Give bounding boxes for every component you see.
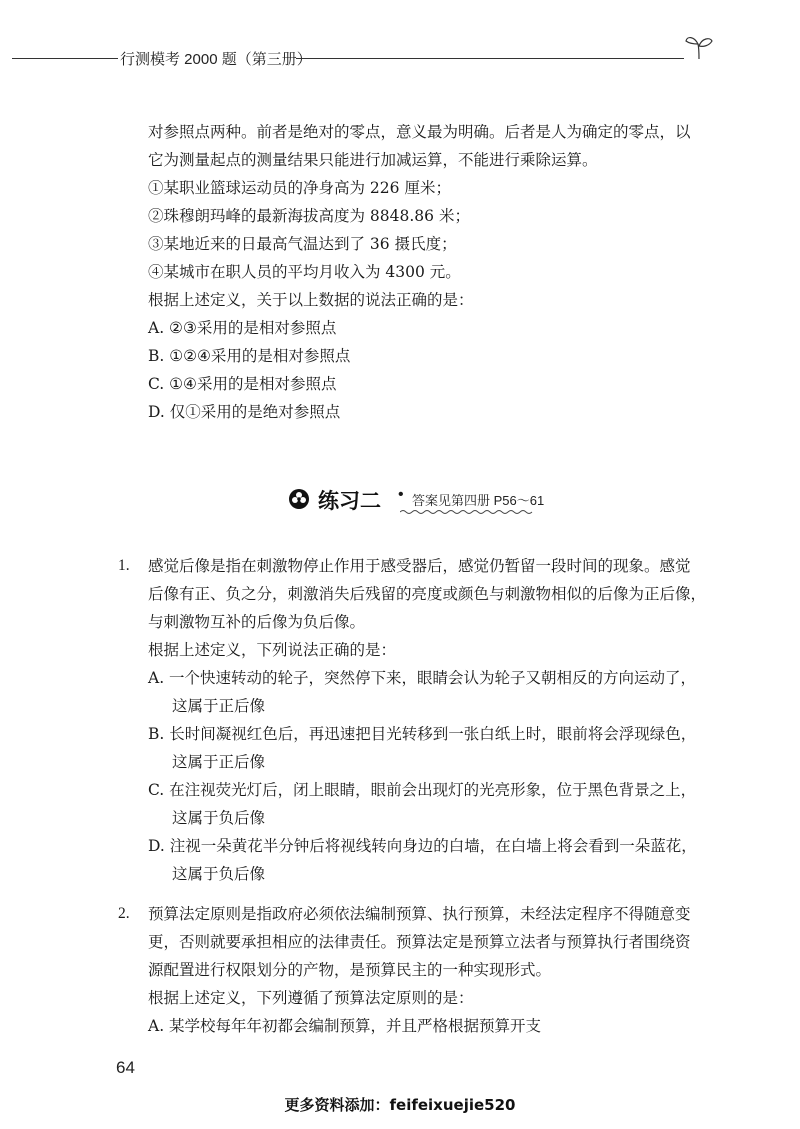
question-stem-line: 感觉后像是指在刺激物停止作用于感受器后，感觉仍暂留一段时间的现象。感觉: [148, 557, 691, 575]
question-body: [148, 900, 722, 1040]
flower-icon: [288, 488, 310, 510]
intro-option-b: B. ①②④采用的是相对参照点: [148, 347, 351, 365]
intro-question: 根据上述定义，关于以上数据的说法正确的是：: [148, 291, 474, 309]
header-rule-right: [296, 58, 684, 59]
exercise-title: 练习二: [318, 489, 381, 513]
question-stem-line: 预算法定原则是指政府必须依法编制预算、执行预算，未经法定程序不得随意变: [148, 905, 691, 923]
answer-reference: 答案见第四册 P56～61: [412, 493, 545, 508]
intro-option-c: C. ①④采用的是相对参照点: [148, 375, 337, 393]
exercise-bullet: •: [398, 486, 404, 503]
intro-item: ④某城市在职人员的平均月收入为 4300 元。: [148, 263, 461, 281]
intro-line: 对参照点两种。前者是绝对的零点，意义最为明确。后者是人为确定的零点，以: [148, 123, 691, 141]
option-b-continued: 这属于正后像: [172, 753, 266, 771]
question-prompt: 根据上述定义，下列说法正确的是：: [148, 641, 397, 659]
intro-item: ②珠穆朗玛峰的最新海拔高度为 8848.86 米；: [148, 207, 470, 225]
page-number: 64: [116, 1058, 135, 1077]
option-a: A. 一个快速转动的轮子，突然停下来，眼睛会认为轮子又朝相反的方向运动了，: [148, 669, 697, 687]
header-rule-left: [12, 58, 118, 59]
intro-item: ③某地近来的日最高气温达到了 36 摄氏度；: [148, 235, 457, 253]
question-stem-line: 与刺激物互补的后像为负后像。: [148, 613, 366, 631]
question-stem-line: 更，否则就要承担相应的法律责任。预算法定是预算立法者与预算执行者围绕资: [148, 933, 691, 951]
question-body: [148, 552, 722, 888]
option-d-continued: 这属于负后像: [172, 865, 266, 883]
option-b: B. 长时间凝视红色后，再迅速把目光转移到一张白纸上时，眼前将会浮现绿色，: [148, 725, 697, 743]
footer-note: 更多资料添加：feifeixuejie520: [284, 1096, 516, 1114]
question-stem-line: 后像有正、负之分，刺激消失后残留的亮度或颜色与刺激物相似的后像为正后像，: [148, 585, 707, 603]
option-a-continued: 这属于正后像: [172, 697, 266, 715]
option-c-continued: 这属于负后像: [172, 809, 266, 827]
question-number: 1.: [118, 557, 130, 574]
intro-line: 它为测量起点的测量结果只能进行加减运算，不能进行乘除运算。: [148, 151, 598, 169]
intro-option-a: A. ②③采用的是相对参照点: [148, 319, 337, 337]
question-prompt: 根据上述定义，下列遵循了预算法定原则的是：: [148, 989, 474, 1007]
option-d: D. 注视一朵黄花半分钟后将视线转向身边的白墙，在白墙上将会看到一朵蓝花，: [148, 837, 697, 855]
running-header: [0, 46, 800, 70]
option-a: A. 某学校每年年初都会编制预算，并且严格根据预算开支: [148, 1017, 542, 1035]
wavy-underline: [400, 509, 536, 515]
option-c: C. 在注视荧光灯后，闭上眼睛，眼前会出现灯的光亮形象，位于黑色背景之上，: [148, 781, 697, 799]
intro-option-d: D. 仅①采用的是绝对参照点: [148, 403, 341, 421]
intro-item: ①某职业篮球运动员的净身高为 226 厘米；: [148, 179, 451, 197]
intro-passage: [148, 118, 720, 426]
question-stem-line: 源配置进行权限划分的产物，是预算民主的一种实现形式。: [148, 961, 552, 979]
book-title: 行测模考 2000 题（第三册）: [120, 51, 312, 68]
sprout-icon: [684, 32, 714, 60]
question-number: 2.: [118, 905, 130, 922]
